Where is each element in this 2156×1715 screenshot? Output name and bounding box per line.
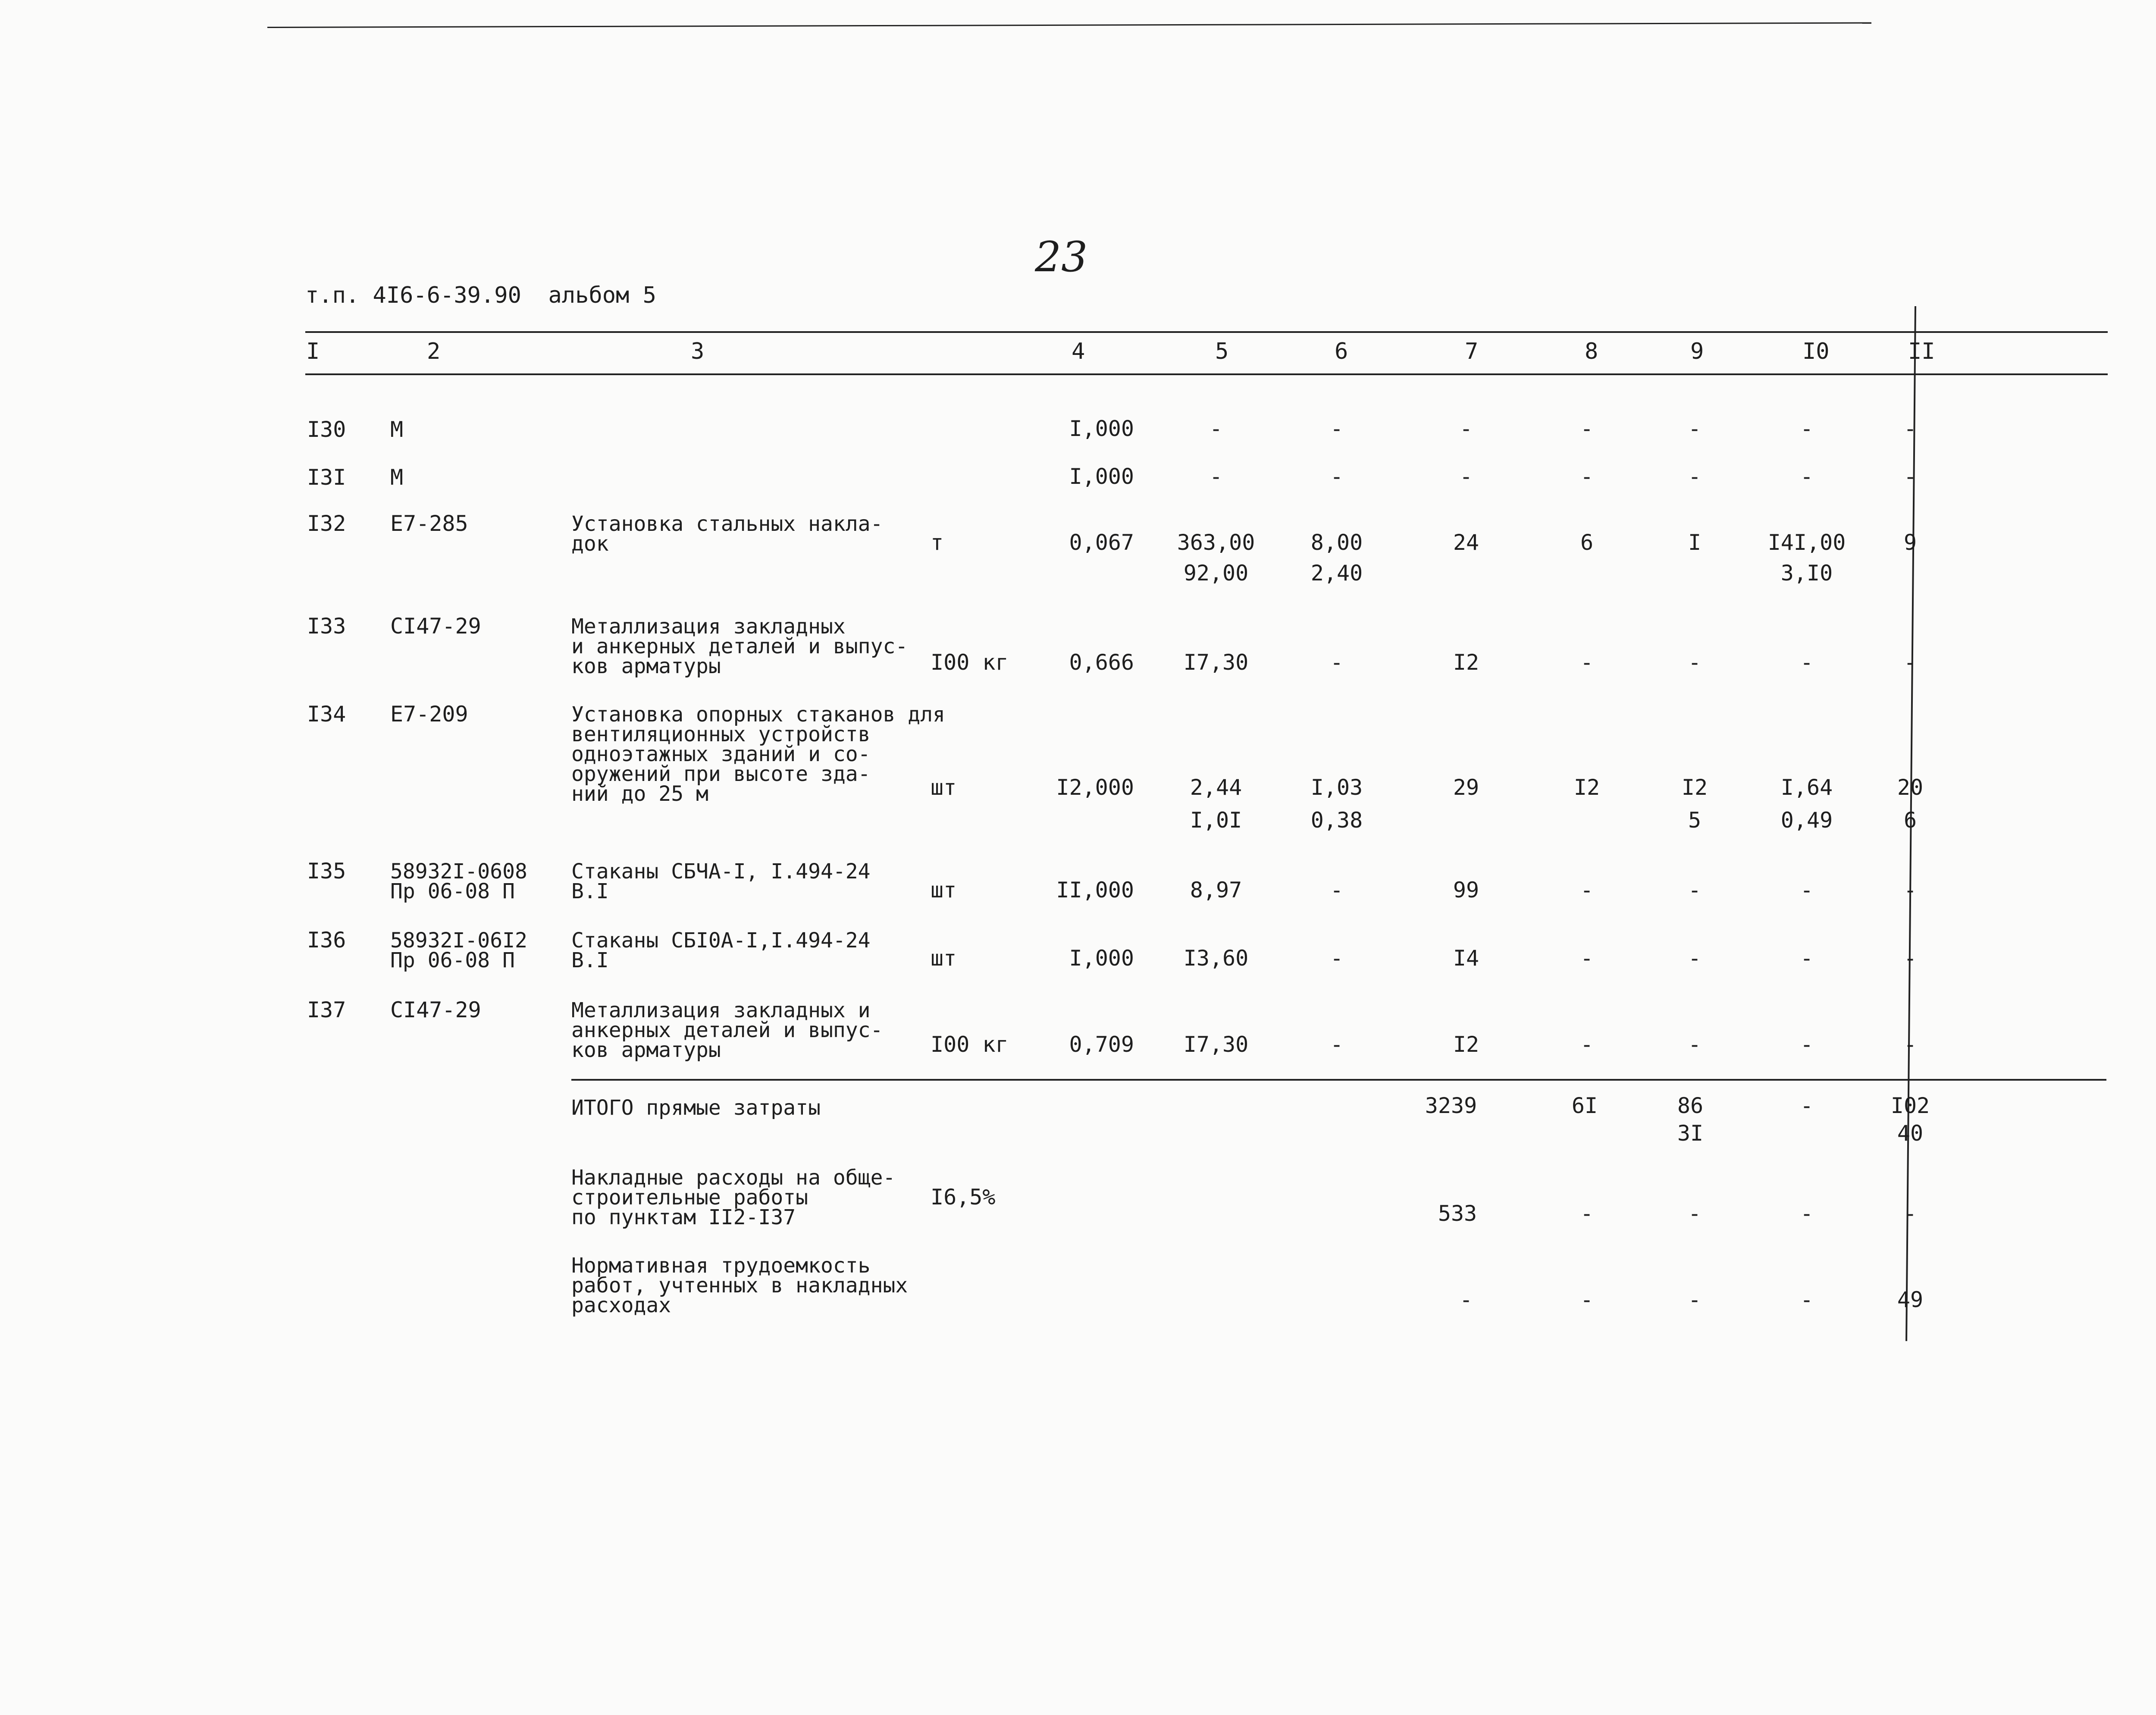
row-col10: - <box>1800 1032 1814 1057</box>
row-col10-secondary: 0,49 <box>1780 808 1833 833</box>
row-col9: I2 <box>1681 775 1708 800</box>
header-top-rule <box>305 331 2108 333</box>
row-col9: - <box>1688 1032 1702 1057</box>
document-reference: т.п. 4I6-6-39.90 альбом 5 <box>305 282 656 308</box>
row-col9: - <box>1688 464 1702 489</box>
row-col7: 99 <box>1453 878 1479 903</box>
row-description: Металлизация закладных и анкерных деталей и выпус- ков арматуры <box>571 998 883 1062</box>
row-col5-secondary: 92,00 <box>1183 561 1249 586</box>
row-number: I3I <box>307 465 346 490</box>
col-header-1: I <box>306 339 320 364</box>
row-col5: - <box>1209 464 1223 489</box>
row-col5: 2,44 <box>1190 775 1242 800</box>
row-col8: I2 <box>1573 775 1600 800</box>
labor-label: Нормативная трудоемкость работ, учтенных в накладных расходах <box>571 1254 908 1317</box>
row-col9: - <box>1688 416 1702 441</box>
row-col5: 363,00 <box>1177 530 1255 555</box>
col-header-5: 5 <box>1215 339 1229 364</box>
col-header-2: 2 <box>427 339 441 364</box>
col-header-6: 6 <box>1335 339 1348 364</box>
row-quantity: 0,067 <box>1069 530 1134 555</box>
row-unit: т <box>931 530 944 555</box>
row-description: Установка опорных стаканов для вентиляционных устройств одноэтажных зданий и со- оружений при высоте зда- ний до 25 м <box>571 702 945 806</box>
row-col8: - <box>1580 650 1594 675</box>
row-col5-secondary: I,0I <box>1190 808 1242 833</box>
row-col7: I4 <box>1453 946 1479 971</box>
col-header-8: 8 <box>1585 339 1598 364</box>
row-unit: шт <box>931 878 957 903</box>
row-description: Стаканы СБЧА-I, I.494-24 В.I <box>571 859 871 903</box>
col-header-10: I0 <box>1802 339 1830 364</box>
totals-col11-secondary: 40 <box>1897 1121 1924 1146</box>
row-quantity: I,000 <box>1069 946 1134 971</box>
row-quantity: 0,709 <box>1069 1032 1134 1057</box>
row-quantity: I,000 <box>1069 464 1134 489</box>
row-col11: - <box>1903 1032 1917 1057</box>
row-code: 58932I-06I2 Пр 06-08 П <box>390 928 527 972</box>
page-number: 23 <box>1035 233 1088 281</box>
row-quantity: I2,000 <box>1056 775 1134 800</box>
row-col6: - <box>1330 946 1344 971</box>
row-col10: - <box>1800 416 1814 441</box>
row-col5: I3,60 <box>1183 946 1249 971</box>
row-col10: - <box>1800 464 1814 489</box>
row-col11-secondary: 6 <box>1903 808 1917 833</box>
row-col5: I7,30 <box>1183 1032 1249 1057</box>
row-description: Металлизация закладных и анкерных деталей и выпус- ков арматуры <box>571 615 908 678</box>
overhead-col8: - <box>1580 1201 1594 1226</box>
row-number: I35 <box>307 859 346 884</box>
row-quantity: I,000 <box>1069 416 1134 441</box>
overhead-label: Накладные расходы на обще- строительные работы по пунктам II2-I37 <box>571 1166 896 1229</box>
row-number: I37 <box>307 997 346 1022</box>
row-number: I36 <box>307 928 346 953</box>
row-col6-secondary: 0,38 <box>1310 808 1363 833</box>
row-col8: - <box>1580 1032 1594 1057</box>
labor-col7: - <box>1459 1287 1473 1312</box>
row-col7: 24 <box>1453 530 1479 555</box>
row-col6: 8,00 <box>1310 530 1363 555</box>
row-code: 58932I-0608 Пр 06-08 П <box>390 859 527 903</box>
row-col9: - <box>1688 878 1702 903</box>
row-col8: - <box>1580 946 1594 971</box>
col-header-11: II <box>1908 339 1935 364</box>
row-col7: 29 <box>1453 775 1479 800</box>
row-quantity: 0,666 <box>1069 650 1134 675</box>
row-col6: - <box>1330 650 1344 675</box>
col-header-7: 7 <box>1465 339 1479 364</box>
labor-col8: - <box>1580 1287 1594 1312</box>
row-number: I32 <box>307 511 346 536</box>
row-col10: - <box>1800 946 1814 971</box>
row-col10: I4I,00 <box>1767 530 1846 555</box>
totals-col9: 86 <box>1677 1093 1704 1118</box>
row-code: Е7-285 <box>390 511 468 536</box>
labor-col9: - <box>1688 1287 1702 1312</box>
row-description: Установка стальных накла- док <box>571 512 883 556</box>
totals-col9-secondary: 3I <box>1677 1121 1704 1146</box>
row-col11: - <box>1903 878 1917 903</box>
row-col10: - <box>1800 650 1814 675</box>
row-unit: I00 кг <box>931 650 1009 675</box>
totals-col10: - <box>1800 1093 1814 1118</box>
top-scan-line <box>267 22 1871 28</box>
header-bottom-rule <box>305 373 2108 375</box>
row-col8: 6 <box>1580 530 1594 555</box>
row-code: СI47-29 <box>390 614 481 639</box>
row-col6: - <box>1330 416 1344 441</box>
overhead-col10: - <box>1800 1201 1814 1226</box>
totals-separator-rule <box>571 1079 2106 1081</box>
col-header-9: 9 <box>1690 339 1704 364</box>
overhead-col9: - <box>1688 1201 1702 1226</box>
row-number: I33 <box>307 614 346 639</box>
labor-col11: 49 <box>1897 1287 1924 1312</box>
col-header-4: 4 <box>1072 339 1085 364</box>
row-col6: - <box>1330 1032 1344 1057</box>
totals-col7: 3239 <box>1425 1093 1477 1118</box>
row-col7: - <box>1459 464 1473 489</box>
totals-label: ИТОГО прямые затраты <box>571 1096 821 1120</box>
row-col6: - <box>1330 878 1344 903</box>
totals-col8: 6I <box>1571 1093 1598 1118</box>
row-col5: I7,30 <box>1183 650 1249 675</box>
labor-col10: - <box>1800 1287 1814 1312</box>
row-col8: - <box>1580 878 1594 903</box>
row-col9: I <box>1688 530 1702 555</box>
row-col10: - <box>1800 878 1814 903</box>
row-col9-secondary: 5 <box>1688 808 1702 833</box>
row-col10: I,64 <box>1780 775 1833 800</box>
row-col11: 9 <box>1903 530 1917 555</box>
col-header-3: 3 <box>691 339 705 364</box>
overhead-col7: 533 <box>1438 1201 1477 1226</box>
overhead-col11: - <box>1903 1201 1917 1226</box>
row-unit: I00 кг <box>931 1032 1009 1057</box>
row-code: М <box>390 417 404 442</box>
row-col8: - <box>1580 416 1594 441</box>
row-col11: - <box>1903 946 1917 971</box>
overhead-rate: I6,5% <box>931 1185 996 1210</box>
row-col11: - <box>1903 416 1917 441</box>
totals-col11: I02 <box>1890 1093 1930 1118</box>
row-col10-secondary: 3,I0 <box>1780 561 1833 586</box>
row-col11: 20 <box>1897 775 1924 800</box>
row-col11: - <box>1903 650 1917 675</box>
row-col9: - <box>1688 946 1702 971</box>
row-quantity: II,000 <box>1056 878 1134 903</box>
row-code: Е7-209 <box>390 702 468 727</box>
row-code: М <box>390 465 404 490</box>
row-col6: - <box>1330 464 1344 489</box>
row-code: СI47-29 <box>390 997 481 1022</box>
row-number: I30 <box>307 417 346 442</box>
row-col5: - <box>1209 416 1223 441</box>
row-col9: - <box>1688 650 1702 675</box>
row-unit: шт <box>931 946 957 971</box>
row-col8: - <box>1580 464 1594 489</box>
row-col7: I2 <box>1453 650 1479 675</box>
row-description: Стаканы СБI0А-I,I.494-24 В.I <box>571 928 871 972</box>
row-unit: шт <box>931 775 957 800</box>
row-col6: I,03 <box>1310 775 1363 800</box>
row-col6-secondary: 2,40 <box>1310 561 1363 586</box>
row-col11: - <box>1903 464 1917 489</box>
row-number: I34 <box>307 702 346 727</box>
row-col7: - <box>1459 416 1473 441</box>
row-col5: 8,97 <box>1190 878 1242 903</box>
row-col7: I2 <box>1453 1032 1479 1057</box>
